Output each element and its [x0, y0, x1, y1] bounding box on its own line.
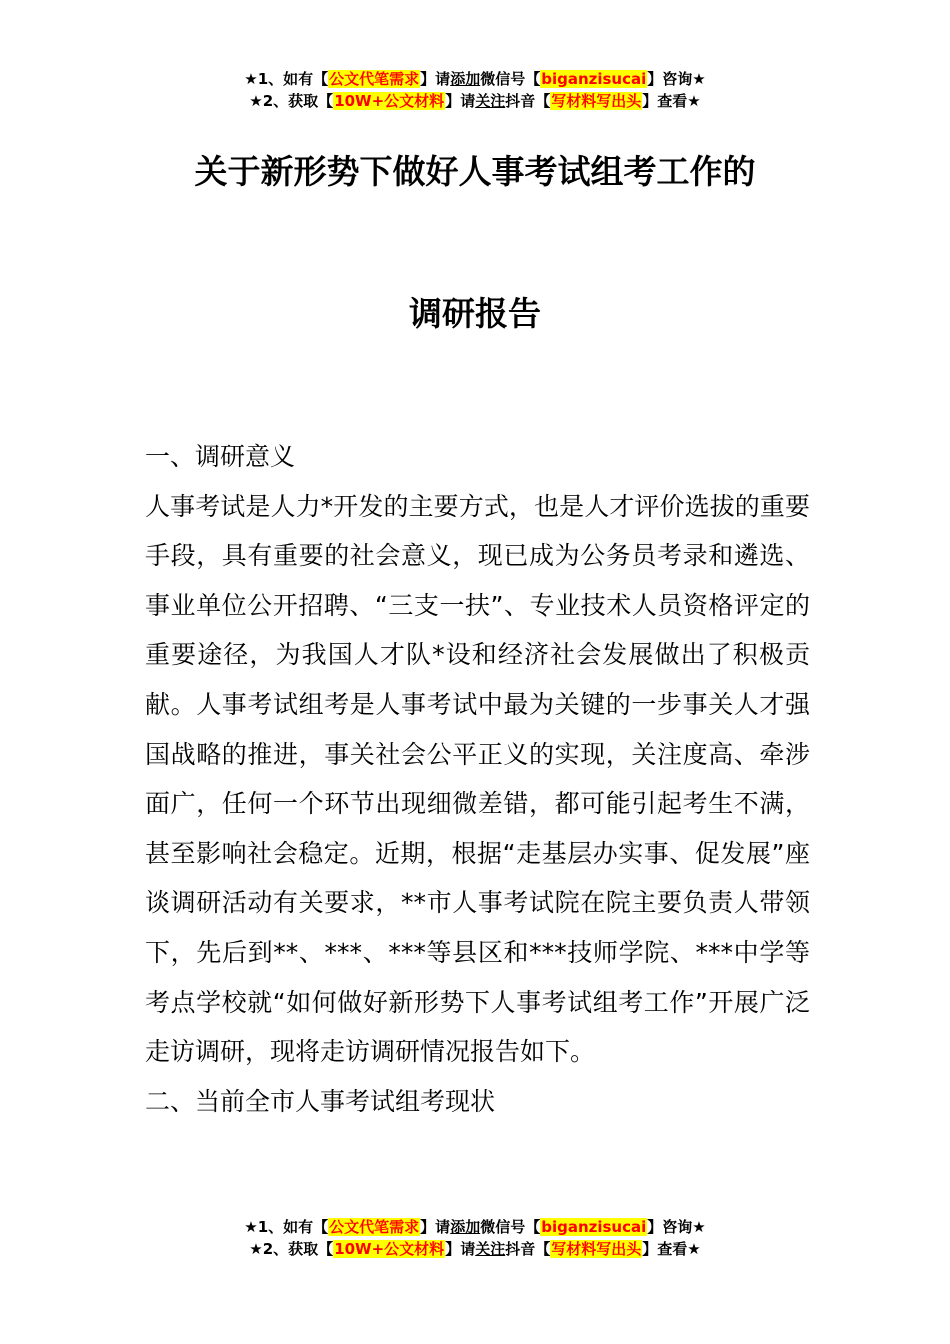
underlined-text: 关注 — [475, 1240, 506, 1258]
banner-text: 微信号【 — [480, 1218, 541, 1236]
underlined-text: 关注 — [475, 92, 506, 110]
highlight-text: 10W+公文材料 — [334, 1240, 445, 1258]
banner-text: 】咨询★ — [647, 1218, 706, 1236]
highlight-text: 写材料写出头 — [551, 92, 642, 110]
banner-text: 】查看★ — [642, 92, 701, 110]
section-heading-1: 一、调研意义 — [145, 442, 296, 471]
highlight-text: 10W+公文材料 — [334, 92, 445, 110]
banner-line-2 — [0, 1238, 950, 1260]
footer-banner — [0, 1216, 950, 1260]
banner-text: 】请 — [420, 70, 451, 88]
header-banner — [0, 68, 950, 112]
section-heading-2: 二、当前全市人事考试组考现状 — [145, 1086, 496, 1116]
body-paragraph-1: 人事考试是人力*开发的主要方式，也是人才评价选拔的重要手段，具有重要的社会意义，现已成为公务员考录和遴选、事业单位公开招聘、“三支一扶”、专业技术人员资格评定的重要途径，为我国人才队*设和经济社会发展做出了积极贡献。人事考试组考是人事考试中最为关键的一步事关人才强国战略的推进，事关社会公平正义的实现，关注度高、牵涉面广，任何一个环节出现细微差错，都可能引起考生不满，甚至影响社会稳定。近期，根据“走基层办实事、促发展”座谈调研活动有关要求，**市人事考试院在院主要负责人带领下，先后到**、***、***等县区和***技师学院、***中学等考点学校就“如何做好新形势下人事考试组考工作”开展广泛走访调研，现将走访调研情况报告如下。 — [145, 491, 810, 1067]
banner-text: 】查看★ — [642, 1240, 701, 1258]
banner-text: 】请 — [420, 1218, 451, 1236]
banner-text: ★1、如有【 — [244, 1218, 329, 1236]
highlight-text: 公文代笔需求 — [329, 1218, 420, 1236]
banner-text: ★2、获取【 — [249, 92, 334, 110]
banner-line-2 — [0, 90, 950, 112]
underlined-text: 添加 — [450, 70, 481, 88]
banner-text: 微信号【 — [480, 70, 541, 88]
highlight-text: biganzisucai — [541, 1218, 647, 1236]
banner-text: 】请 — [445, 92, 476, 110]
banner-text: 抖音【 — [505, 1240, 551, 1258]
banner-text: ★2、获取【 — [249, 1240, 334, 1258]
underlined-text: 添加 — [450, 1218, 481, 1236]
banner-text: 】咨询★ — [647, 70, 706, 88]
highlight-text: biganzisucai — [541, 70, 647, 88]
banner-line-1 — [0, 1216, 950, 1238]
highlight-text: 公文代笔需求 — [329, 70, 420, 88]
document-body — [145, 432, 810, 1126]
banner-line-1 — [0, 68, 950, 90]
banner-text: 】请 — [445, 1240, 476, 1258]
highlight-text: 写材料写出头 — [551, 1240, 642, 1258]
document-title-line-1: 关于新形势下做好人事考试组考工作的 — [194, 152, 756, 191]
document-title-line-2: 调研报告 — [409, 294, 541, 333]
banner-text: 抖音【 — [505, 92, 551, 110]
banner-text: ★1、如有【 — [244, 70, 329, 88]
